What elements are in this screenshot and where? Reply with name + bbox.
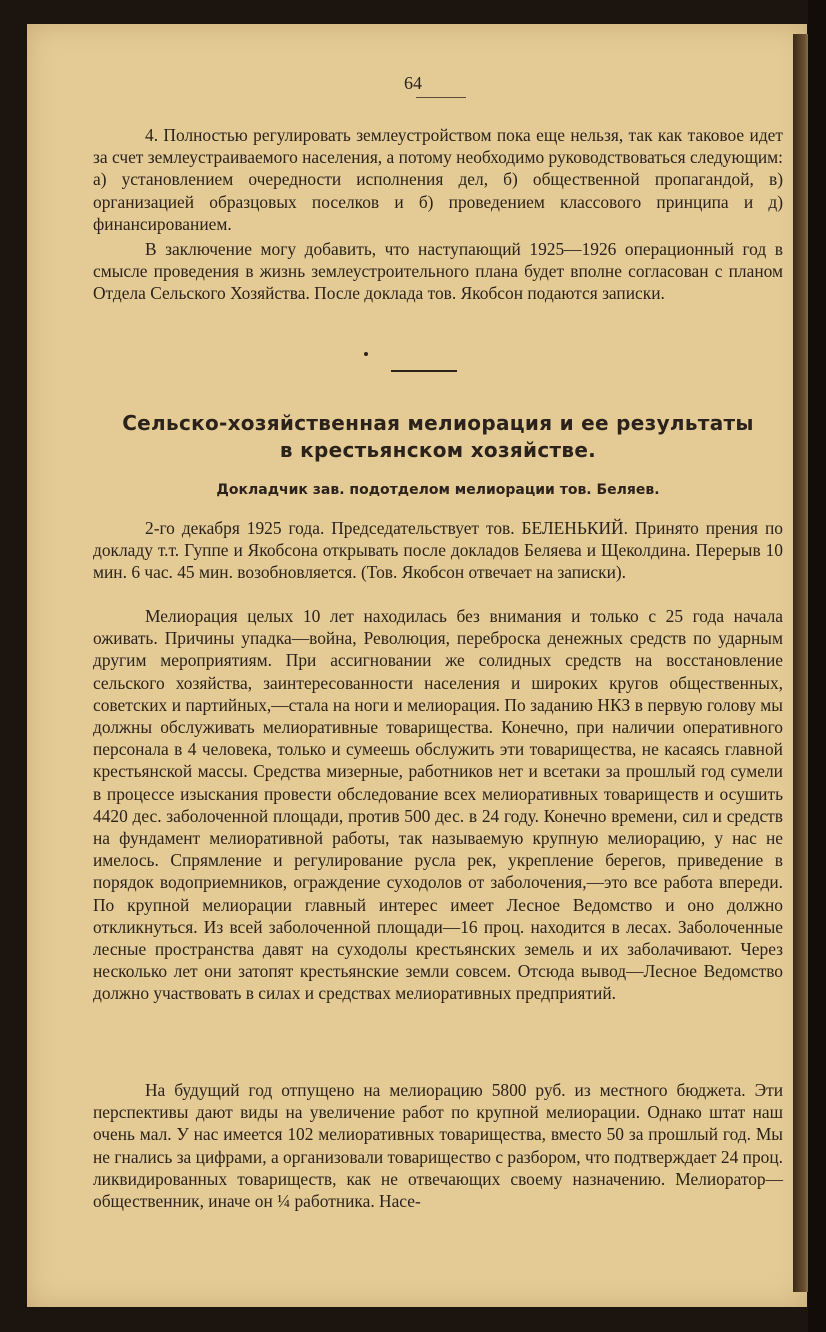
paragraph-melioration-status: Мелиорация целых 10 лет находилась без внимания и только с 25 года начала оживать. Причины упадка—война, Революция, переброска денежных средств по ударным другим мероприятиям. При ассигновании же солидных средств на восстановление сельского хозяйства, заинтересованности населения и широких кругов общественных, советских и партийных,—стала на ноги и мелиорация. По заданию НКЗ в первую голову мы должны обслуживать мелиоративные товарищества. Конечно, при наличии оперативного персонала в 4 человека, только и сумеешь обслужить эти товарищества, не касаясь главной крестьянской массы. Средства мизерные, работников нет и всетаки за прошлый год сумели в процессе изыскания провести обследование всех мелиоративных товариществ и осушить 4420 дес. заболоченной площади, против 500 дес. в 24 году. Конечно времени, сил и средств на фундамент мелиоративной работы, так называемую крупную мелиорацию, у нас не имелось. Спрямление и регулирование русла рек, укрепление берегов, приведение в порядок водоприемников, ограждение суходолов от заболочения,—это все работа впереди. По крупной мелиорации главный интерес имеет Лесное Ведомство и оно должно откликнуться. Из всей заболоченной площади—16 проц. находится в лесах. Заболоченные лесные пространства давят на суходолы крестьянских земель и их заболачивают. Через несколько лет они затопят крестьянские земли совсем. Отсюда вывод—Лесное Ведомство должно участвовать в силах и средствах мелиоративных предприятий. [93, 606, 783, 1004]
section-title-line-2: в крестьянском хозяйстве. [279, 438, 597, 462]
paragraph-session-note: 2-го декабря 1925 года. Председательствует тов. БЕЛЕНЬКИЙ. Принято прения по докладу т.т. Гуппе и Якобсона открывать после докладов Беляева и Щеколдина. Перерыв 10 мин. 6 час. 45 мин. возобновляется. (Тов. Якобсон отвечает на записки). [93, 518, 783, 583]
speaker-line: Докладчик зав. подотделом мелиорации тов. Беляев. [216, 482, 660, 498]
paragraph-budget: На будущий год отпущено на мелиорацию 5800 руб. из местного бюджета. Эти перспективы дают виды на увеличение работ по крупной мелиорации. Однако штат наш очень мал. У нас имеется 102 мелиоративных товарищества, вместо 50 за прошлый год. Мы не гнались за цифрами, а организовали товарищество с разбором, что подтверждает 24 проц. ликвидированных товариществ, как не отвечающих своему назначению. Мелиоратор—общественник, иначе он ¼ работника. Насе- [93, 1080, 783, 1212]
paragraph-item-4: 4. Полностью регулировать землеустройством пока еще нельзя, так как таковое идет за счет землеустраиваемого населения, а потому необходимо руководствоваться следующим: а) установлением очередности исполнения дел, б) общественной пропагандой, в) организацией образцовых поселков и б) проведением классового принципа и д) финансированием. [93, 125, 783, 234]
scan-border [808, 0, 826, 1332]
section-separator [391, 370, 457, 372]
section-title-line-1: Сельско-хозяйственная мелиорация и ее результаты [122, 411, 754, 435]
section-title [88, 410, 788, 464]
paragraph-conclusion: В заключение могу добавить, что наступающий 1925—1926 операционный год в смысле проведения в жизнь землеустроительного плана будет вполне согласован с планом Отдела Сельского Хозяйства. После доклада тов. Якобсон подаются записки. [93, 239, 783, 304]
ink-dot [364, 352, 368, 356]
page-number: 64 [404, 73, 422, 93]
page-number-underline [416, 97, 466, 98]
